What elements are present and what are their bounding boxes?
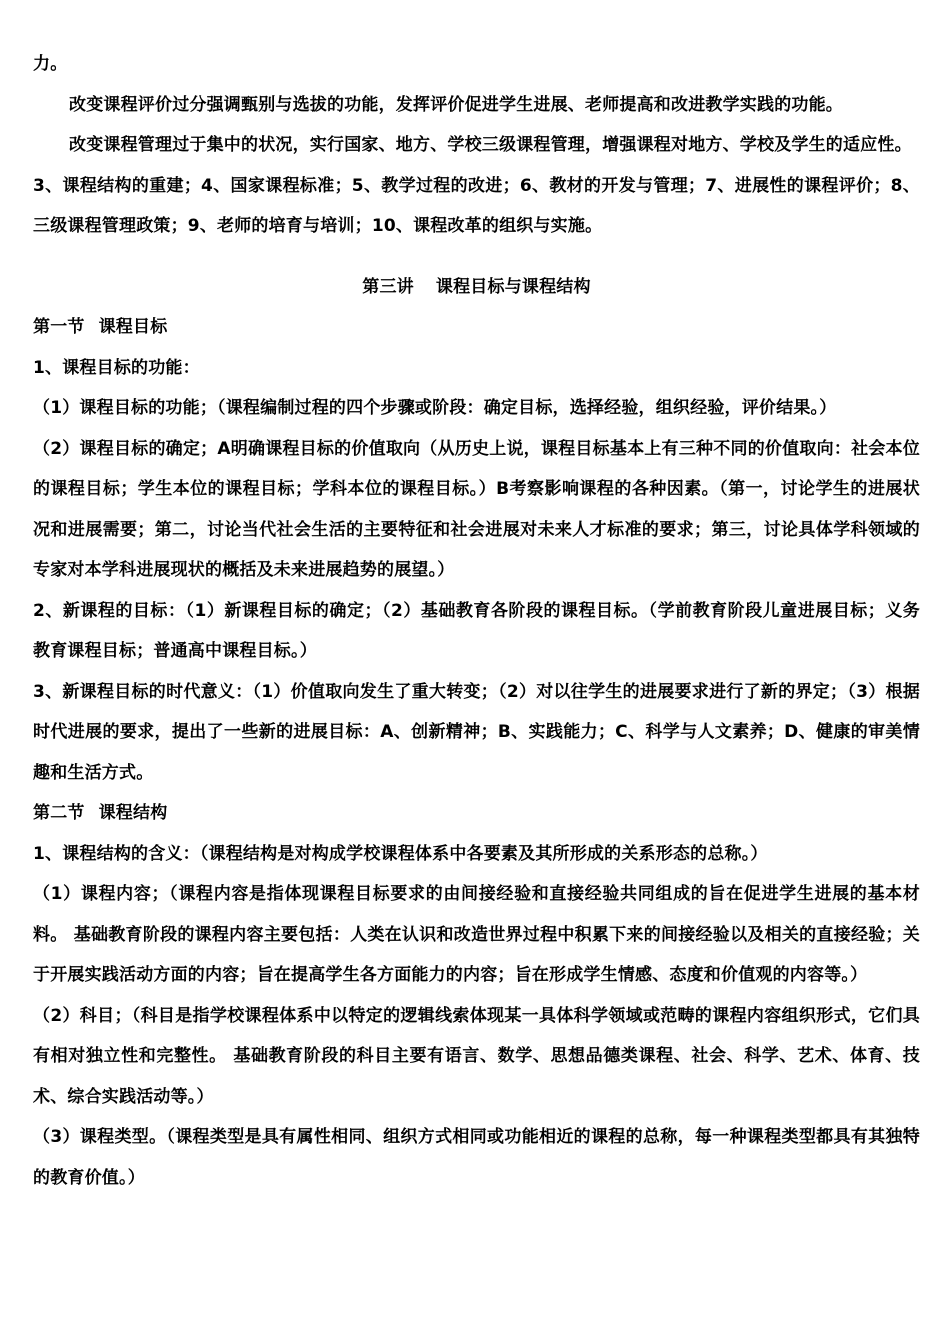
item-goal-determination: （2）课程目标的确定；A明确课程目标的价值取向（从历史上说，课程目标基本上有三种不同的价值取向：社会本位的课程目标；学生本位的课程目标；学科本位的课程目标。）B考察影响课程的各种因素。（第一，讨论学生的进展状况和进展需要；第二，讨论当代社会生活的主要特征和社会进展对未来人才标准的要求；第三，讨论具体学科领域的专家对本学科进展现状的概括及未来进展趋势的展望。）: [33, 438, 920, 580]
lecture-title: [33, 267, 920, 308]
item-goal-function-detail: （1）课程目标的功能；（课程编制过程的四个步骤或阶段：确定目标，选择经验，组织经验，评价结果。）: [33, 398, 837, 418]
section-heading-2: [33, 793, 920, 834]
paragraph-evaluation-reform: 改变课程评价过分强调甄别与选拔的功能，发挥评价促进学生进展、老师提高和改进教学实践的功能。: [69, 94, 843, 115]
item-structure-meaning: 1、课程结构的含义：（课程结构是对构成学校课程体系中各要素及其所形成的关系形态的总称。）: [33, 843, 768, 864]
paragraph-reform-list: 3、课程结构的重建；4、国家课程标准；5、教学过程的改进；6、教材的开发与管理；7、进展性的课程评价；8、三级课程管理政策；9、老师的培育与培训；10、课程改革的组织与实施。: [33, 175, 920, 236]
lecture-name: 课程目标与课程结构: [435, 276, 591, 297]
lecture-number: 第三讲: [362, 276, 414, 297]
item-new-curriculum-goals: 2、新课程的目标：（1）新课程目标的确定；（2）基础教育各阶段的课程目标。（学前教育阶段儿童进展目标；义务教育课程目标；普通高中课程目标。）: [33, 600, 920, 661]
paragraph-management-reform: 改变课程管理过于集中的状况，实行国家、地方、学校三级课程管理，增强课程对地方、学校及学生的适应性。: [69, 135, 912, 155]
section-number: 第一节: [33, 317, 85, 337]
section-heading-1: [33, 307, 920, 348]
paragraph-continuation: 力。: [33, 54, 68, 74]
item-goal-function: 1、课程目标的功能：: [33, 357, 200, 378]
section-name: 课程目标: [98, 317, 168, 337]
item-subjects: （2）科目；（科目是指学校课程体系中以特定的逻辑线索体现某一具体科学领域或范畴的课程内容组织形式，它们具有相对独立性和完整性。 基础教育阶段的科目主要有语言、数学、思想品德类课程、社会、科学、艺术、体育、技术、综合实践活动等。）: [33, 1005, 920, 1107]
section-name: 课程结构: [98, 803, 168, 823]
section-number: 第二节: [33, 803, 85, 823]
item-curriculum-types: （3）课程类型。（课程类型是具有属性相同、组织方式相同或功能相近的课程的总称，每一种课程类型都具有其独特的教育价值。）: [33, 1127, 920, 1188]
item-goal-significance: 3、新课程目标的时代意义：（1）价值取向发生了重大转变；（2）对以往学生的进展要求进行了新的界定；（3）根据时代进展的要求，提出了一些新的进展目标：A、创新精神；B、实践能力；C、科学与人文素养；D、健康的审美情趣和生活方式。: [33, 681, 920, 783]
item-curriculum-content: （1）课程内容；（课程内容是指体现课程目标要求的由间接经验和直接经验共同组成的旨在促进学生进展的基本材料。 基础教育阶段的课程内容主要包括：人类在认识和改造世界过程中积累下来的间接经验以及相关的直接经验；关于开展实践活动方面的内容；旨在提高学生各方面能力的内容；旨在形成学生情感、态度和价值观的内容等。）: [33, 884, 920, 985]
